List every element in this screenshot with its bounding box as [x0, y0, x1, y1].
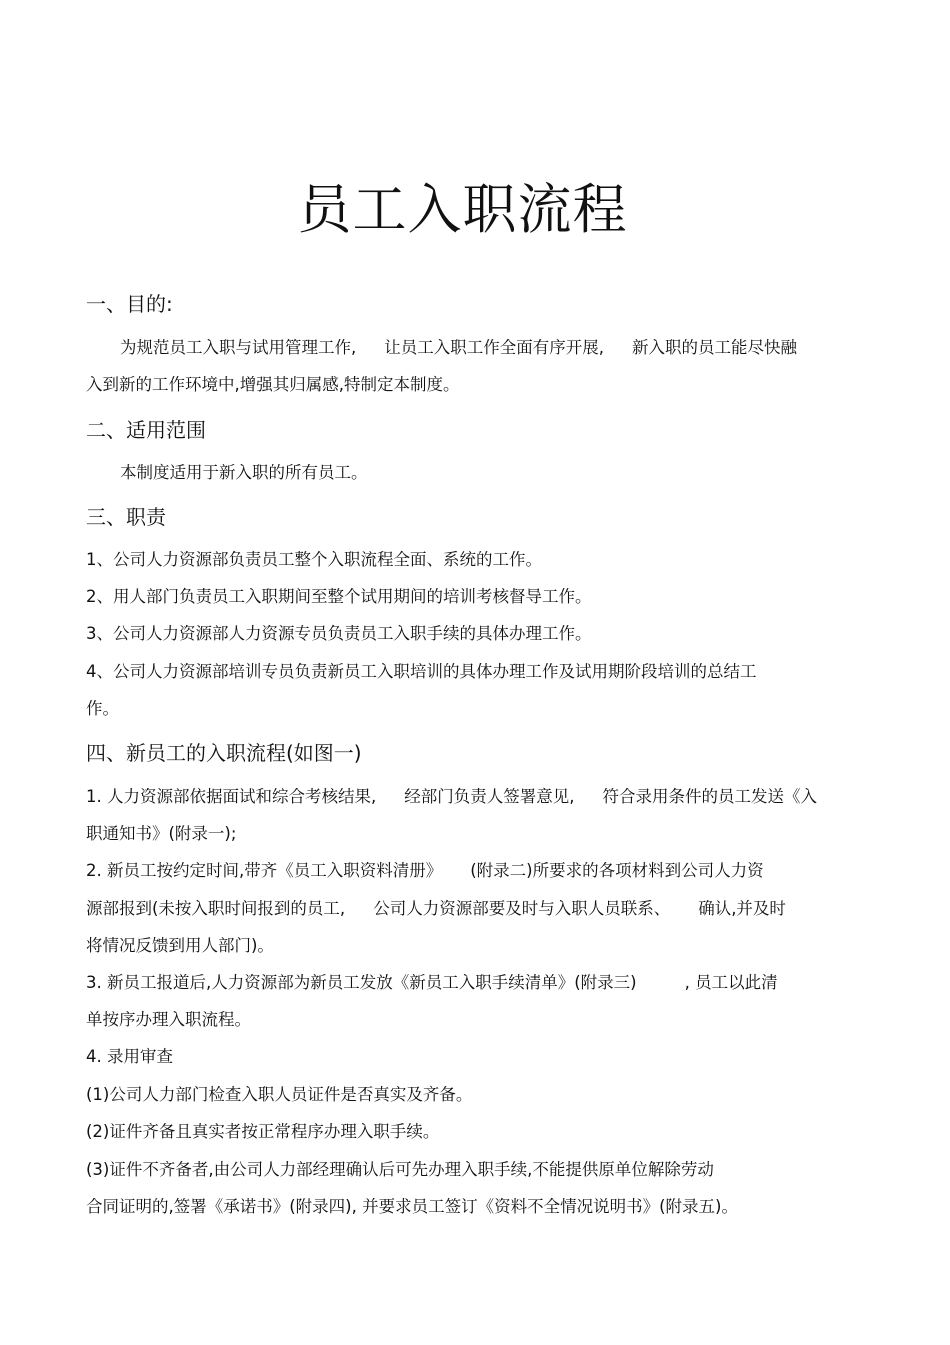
- process-substep-3-line-1: (3)证件不齐备者,由公司人力部经理确认后可先办理入职手续,不能提供原单位解除劳动: [86, 1160, 714, 1179]
- duty-item-1: 1、公司人力资源部负责员工整个入职流程全面、系统的工作。: [86, 550, 542, 569]
- step-1-part-3: 符合录用条件的员工发送《入: [602, 787, 817, 806]
- purpose-text-part-2: 让员工入职工作全面有序开展,: [384, 338, 604, 357]
- step-3-part-2: , 员工以此清: [684, 973, 778, 992]
- duty-item-4-continued: 作。: [86, 699, 119, 718]
- process-step-3-line-2: 单按序办理入职流程。: [86, 1010, 251, 1029]
- section-process-heading: 四、新员工的入职流程(如图一): [86, 741, 362, 765]
- purpose-text-part-3: 新入职的员工能尽快融: [632, 338, 797, 357]
- step-2-line-2-part-2: 公司人力资源部要及时与入职人员联系、: [373, 899, 671, 918]
- process-step-4: 4. 录用审查: [86, 1047, 173, 1066]
- step-2-part-1: 2. 新员工按约定时间,带齐《员工入职资料清册》: [86, 861, 443, 880]
- process-step-3-line-1: [86, 971, 866, 995]
- purpose-text-part-1: 为规范员工入职与试用管理工作,: [120, 338, 357, 357]
- scope-paragraph: 本制度适用于新入职的所有员工。: [120, 463, 368, 482]
- process-step-1-line-2: 职通知书》(附录一);: [86, 824, 237, 843]
- step-1-part-2: 经部门负责人签署意见,: [404, 787, 575, 806]
- section-scope-heading: 二、适用范围: [86, 418, 206, 442]
- step-3-part-1: 3. 新员工报道后,人力资源部为新员工发放《新员工入职手续清单》(附录三): [86, 973, 637, 992]
- section-purpose-heading: 一、目的:: [86, 292, 173, 316]
- duty-item-3: 3、公司人力资源部人力资源专员负责员工入职手续的具体办理工作。: [86, 624, 592, 643]
- process-step-2-line-1: [86, 859, 866, 883]
- document-title: 员工入职流程: [297, 178, 628, 241]
- step-2-line-2-part-1: 源部报到(未按入职时间报到的员工,: [86, 899, 346, 918]
- process-step-2-line-2: [86, 897, 866, 921]
- purpose-paragraph-line-1: [120, 336, 900, 360]
- step-2-line-2-part-3: 确认,并及时: [698, 899, 786, 918]
- section-duties-heading: 三、职责: [86, 505, 166, 529]
- step-1-part-1: 1. 人力资源部依据面试和综合考核结果,: [86, 787, 377, 806]
- process-substep-2: (2)证件齐备且真实者按正常程序办理入职手续。: [86, 1122, 440, 1141]
- duty-item-2: 2、用人部门负责员工入职期间至整个试用期间的培训考核督导工作。: [86, 587, 592, 606]
- process-step-2-line-3: 将情况反馈到用人部门)。: [86, 936, 274, 955]
- process-substep-1: (1)公司人力部门检查入职人员证件是否真实及齐备。: [86, 1085, 473, 1104]
- duty-item-4: 4、公司人力资源部培训专员负责新员工入职培训的具体办理工作及试用期阶段培训的总结工: [86, 662, 757, 681]
- process-step-1-line-1: [86, 785, 866, 809]
- process-substep-3-line-2: 合同证明的,签署《承诺书》(附录四), 并要求员工签订《资料不全情况说明书》(附录五)。: [86, 1197, 738, 1216]
- purpose-paragraph-line-2: 入到新的工作环境中,增强其归属感,特制定本制度。: [86, 375, 460, 394]
- step-2-part-2: (附录二)所要求的各项材料到公司人力资: [470, 861, 764, 880]
